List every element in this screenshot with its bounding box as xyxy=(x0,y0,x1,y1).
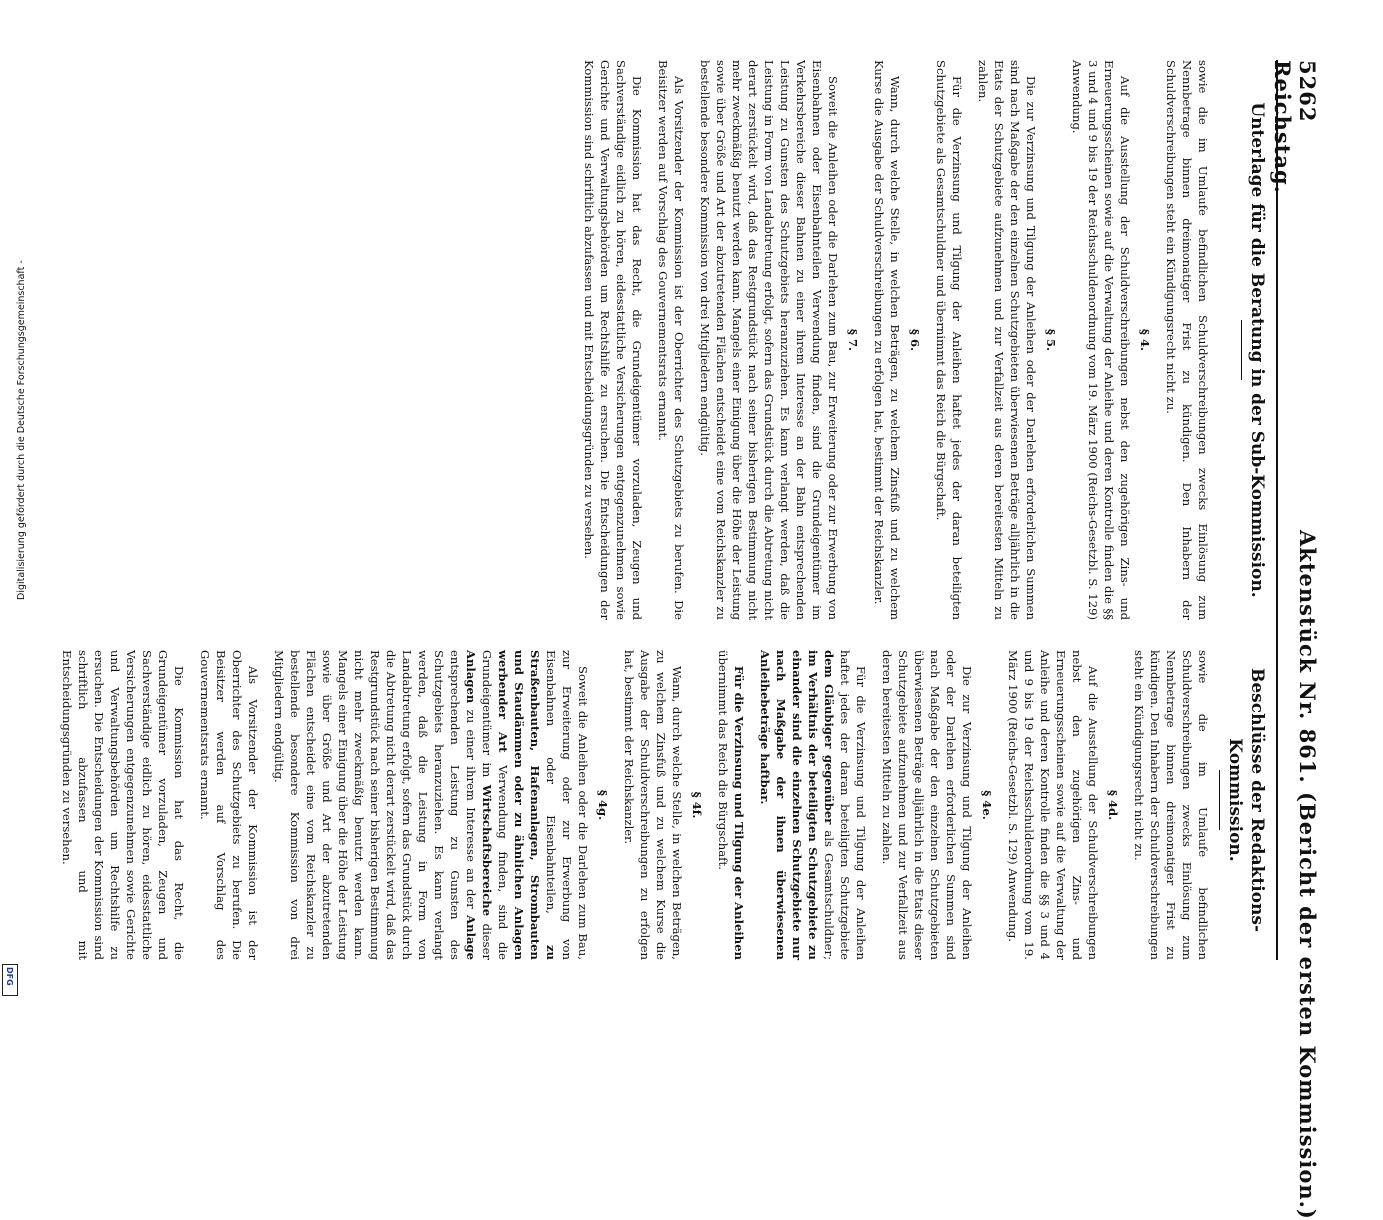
paragraph: Die zur Verzinsung und Tilgung der Anleihen oder der Darlehen erforderlichen Summen sind nach Maßgabe der den einzelnen Schutzgebieten überwiesenen Beträge alljährlich in die Etats der Schutzgebiete aufzunehmen und zur Verfallzeit aus deren bereitesten Mitteln zu zahlen. xyxy=(976,60,1038,620)
left-column xyxy=(49,60,1211,620)
text-run: übernimmt das Reich die Bürgschaft. xyxy=(716,650,730,870)
section-heading: § 4f. xyxy=(690,791,704,819)
column-titles xyxy=(1219,60,1268,960)
paragraph: Als Vorsitzender der Kommission ist der Oberrichter des Schutzgebiets zu berufen. Die Beisitzer werden auf Vorschlag des Gouvernementsrats ernannt. xyxy=(198,650,260,960)
paragraph: Auf die Ausstellung der Schuldverschreibungen nebst den zugehörigen Zins- und Erneuerungsscheinen sowie auf die Verwaltung der Anleihe und deren Kontrolle finden die §§ 3 und 4 und 9 bis 19 der Reichsschuldenordnung vom 19. März 1900 (Reichs-Gesetzbl. S. 129) Anwendung. xyxy=(1070,60,1132,620)
digitization-note xyxy=(0,0,27,1000)
title-rule xyxy=(1219,770,1220,830)
paragraph: sowie die im Umlaufe befindlichen Schuldverschreibungen zwecks Einlösung zum Nennbetrage binnen dreimonatiger Frist zu kündigen. Den Inhabern der Schuldverschreibungen steht ein Kündigungsrecht nicht zu. xyxy=(1164,60,1210,620)
header-reichstag: Reichstag. xyxy=(1270,60,1295,194)
title-rule xyxy=(1241,320,1242,380)
right-column-title xyxy=(1219,640,1268,960)
left-column-title xyxy=(1219,60,1268,640)
dfg-logo-text: DFG xyxy=(5,967,14,986)
columns xyxy=(49,60,1211,960)
paragraph: Auf die Ausstellung der Schuldverschreibungen nebst den zugehörigen Zins- und Erneuerungsscheinen sowie auf die Verwaltung der Anleihe und deren Kontrolle finden die §§ 3 und 4 und 9 bis 19 der Reichsschuldenordnung vom 19. März 1900 (Reichs-Gesetzbl. S. 129) Anwendung. xyxy=(1006,650,1100,960)
left-title-text: Unterlage für die Beratung in der Sub-Kommission. xyxy=(1247,102,1267,598)
section-heading: § 6. xyxy=(908,328,922,352)
paragraph: Soweit die Anleihen oder die Darlehen zum Bau, zur Erweiterung oder zur Erwerbung von Eisenbahnen oder Eisenbahnteilen Verwendung finden, sind die Grundeigentümer im Verkehrsbereiche dieser Bahnen zu einer ihrem Interesse an der Bahn entsprechenden Leistung zu Gunsten des Schutzgebiets heranzuziehen. Es kann verlangt werden, daß die Leistung in Form von Landabtretung erfolgt, sofern das Grundstück durch die Abtretung nicht derart zerstückelt wird, daß das Restgrundstück nach seiner bisherigen Bestimmung nicht mehr zweckmäßig benutzt werden kann. Mangels einer Einigung über die Höhe der Leistung sowie über Größe und Art der abzutretenden Flächen entscheidet eine vom Reichskanzler zu bestellende besondere Kommission von drei Mitgliedern endgültig. xyxy=(698,60,840,620)
bold-amendment: dem Gläubiger gegenüber xyxy=(822,650,836,825)
header-aktenstueck: Aktenstück Nr. 861. (Bericht der ersten Kommission.) xyxy=(1295,530,1320,1220)
text-run: Für die Verzinsung und Tilgung der Anleihen haftet jedes der daran beteiligten Schutzgebiete xyxy=(838,650,868,960)
paragraph: Wann, durch welche Stelle, in welchen Beträgen, zu welchem Zinsfuß und zu welchem Kurse die Ausgabe der Schuldverschreibungen zu erfolgen hat, bestimmt der Reichskanzler. xyxy=(622,650,684,960)
section-heading: § 7. xyxy=(846,328,860,352)
paragraph: Als Vorsitzender der Kommission ist der Oberrichter des Schutzgebiets zu berufen. Die Beisitzer werden auf Vorschlag des Gouvernementsrats ernannt. xyxy=(656,60,686,620)
text-run: als Gesamtschuldner; xyxy=(822,824,836,960)
bold-amendment: im Verhältnis der beteiligten Schutzgebiete zu einander sind die einzelnen Schutzgebiete nur nach Maßgabe der ihnen überwiesenen Anleihebeträge haftbar. xyxy=(758,650,820,960)
paragraph xyxy=(715,650,747,960)
bold-amendment: Anlagen xyxy=(464,650,478,704)
text-run: dieser xyxy=(480,916,494,960)
paragraph: Die Kommission hat das Recht, die Grundeigentümer vorzuladen, Zeugen und Sachverständige eidlich zu hören, eidesstattliche Versicherungen entgegenzunehmen sowie Gerichte und Verwaltungsbehörden um Rechtshilfe zu ersuchen. Die Entscheidungen der Kommission sind schriftlich abzufassen und mit Entscheidungsgründen zu versehen. xyxy=(582,60,644,620)
right-column xyxy=(49,650,1211,960)
right-title-text: Beschlüsse der Redaktions-Kommission. xyxy=(1225,668,1267,932)
paragraph: Wann, durch welche Stelle, in welchen Beträgen, zu welchem Zinsfuß und zu welchem Kurse die Ausgabe der Schuldverschreibungen zu erfolgen hat, bestimmt der Reichskanzler. xyxy=(872,60,902,620)
paragraph: Die Kommission hat das Recht, die Grundeigentümer vorzuladen, Zeugen und Sachverständige eidlich zu hören, eidesstattliche Versicherungen entgegenzunehmen sowie Gerichte und Verwaltungsbehörden um Rechtshilfe zu ersuchen. Die Entscheidungen der Kommission sind schriftlich abzufassen und mit Entscheidungsgründen zu versehen. xyxy=(60,650,186,960)
section-heading: § 4d. xyxy=(1106,789,1120,821)
page-header xyxy=(1270,60,1320,1220)
paragraph xyxy=(271,650,591,960)
page-number: 5262 xyxy=(1295,60,1320,123)
text-run: Soweit die Anleihen oder die Darlehen zum Bau, zur Erweiterung oder zur Erwerbung von Eisenbahnen oder Eisenbahnteilen, xyxy=(544,650,590,960)
text-run: Verwendung finden, sind die Grundeigentümer im xyxy=(480,650,510,961)
bold-amendment: Wirtschaftsbereiche xyxy=(480,784,494,917)
text-run: entsprechenden Leistung zu Gunsten des Schutzgebiets heranzuziehen. Es kann verlangt werden, daß die Leistung in Form von Landabtretung erfolgt, sofern das Grundstück durch die Abtretung nicht derart zerstückelt wird, daß das Restgrundstück nach seiner bisherigen Bestimmung nicht mehr zweckmäßig benutzt werden kann. Mangels einer Einigung über die Höhe der Leistung sowie über Größe und Art der abzutretenden Flächen entscheidet eine vom Reichskanzler zu bestellende besondere Kommission von drei Mitgliedern endgültig. xyxy=(272,650,462,961)
section-heading: § 4. xyxy=(1138,328,1152,352)
paragraph: sowie die im Umlaufe befindlichen Schuldverschreibungen zwecks Einlösung zum Nennbetrage binnen dreimonatiger Frist zu kündigen. Den Inhabern der Schuldverschreibungen steht ein Kündigungsrecht nicht zu. xyxy=(1132,650,1210,961)
section-heading: § 4g. xyxy=(596,789,610,821)
text-run: zu einer ihrem Interesse an der xyxy=(464,703,478,916)
bold-amendment: zu Straßenbauten, Hafenanlagen, Strombauten und Staudämmen oder zu ähnlichen Anlagen werbender Art xyxy=(496,650,558,960)
paragraph: Die zur Verzinsung und Tilgung der Anleihen oder der Darlehen erforderlichen Summen sind nach Maßgabe der den einzelnen Schutzgebieten überwiesenen Beträge alljährlich in die Etats dieser Schutzgebiete aufzunehmen und zur Verfallzeit aus deren bereitesten Mitteln zu zahlen. xyxy=(880,650,974,960)
rotated-document-page xyxy=(60,60,1320,1220)
digitization-note-text: Digitalisierung gefördert durch die Deutsche Forschungsgemeinschaft - xyxy=(16,260,27,600)
paragraph xyxy=(757,650,869,960)
paragraph: Für die Verzinsung und Tilgung der Anleihen haftet jedes der daran beteiligten Schutzgebiete als Gesamtschuldner und übernimmt das Reich die Bürgschaft. xyxy=(934,60,964,620)
bold-amendment: Für die Verzinsung und Tilgung der Anleihen xyxy=(732,666,746,960)
section-heading: § 5. xyxy=(1044,328,1058,352)
dfg-logo xyxy=(2,964,18,996)
header-left xyxy=(1270,60,1320,530)
section-heading: § 4e. xyxy=(980,790,994,820)
bold-amendment: Anlage xyxy=(464,915,478,960)
